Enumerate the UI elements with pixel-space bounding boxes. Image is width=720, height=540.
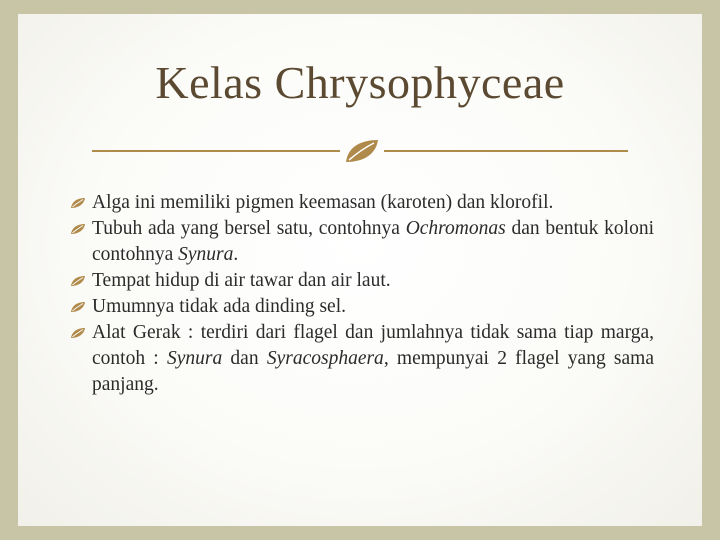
text-segment: Alga ini memiliki pigmen keemasan (karoten) dan klorofil.: [92, 192, 554, 213]
text-segment: Tubuh ada yang bersel satu, contohnya: [92, 218, 406, 239]
text-segment: , mempunyai 2 flagel yang sama panjang.: [92, 348, 654, 395]
bullet-text: [92, 190, 654, 216]
slide-title: Kelas Chrysophyceae: [155, 57, 565, 108]
text-segment: dan bentuk koloni contohnya: [92, 218, 654, 265]
leaf-bullet-icon: [70, 294, 92, 320]
leaf-bullet-icon: [70, 320, 92, 346]
species-name: Synura: [178, 244, 234, 265]
leaf-bullet-icon: [70, 190, 92, 216]
leaf-bullet-icon: [70, 268, 92, 294]
text-segment: dan: [222, 348, 267, 369]
bullet-item: [70, 216, 654, 268]
leaf-icon: [340, 136, 384, 166]
bullet-text: [92, 268, 654, 294]
text-segment: .: [233, 244, 239, 265]
text-segment: Tempat hidup di air tawar dan air laut.: [92, 270, 391, 291]
title-divider-right: [384, 150, 628, 152]
bullet-item: [70, 320, 654, 398]
bullet-text: [92, 294, 654, 320]
title-divider-left: [92, 150, 340, 152]
text-segment: Umumnya tidak ada dinding sel.: [92, 296, 346, 317]
text-segment: Alat Gerak : terdiri dari flagel dan jumlahnya tidak sama tiap marga, contoh :: [92, 322, 654, 369]
bullet-text: [92, 320, 654, 398]
species-name: Synura: [166, 348, 223, 369]
species-name: Syracosphaera: [266, 348, 384, 369]
leaf-bullet-icon: [70, 216, 92, 242]
species-name: Ochromonas: [405, 218, 506, 239]
bullet-item: [70, 294, 654, 320]
bullet-text: [92, 216, 654, 268]
bullet-item: [70, 268, 654, 294]
bullet-list: [70, 190, 654, 398]
bullet-item: [70, 190, 654, 216]
